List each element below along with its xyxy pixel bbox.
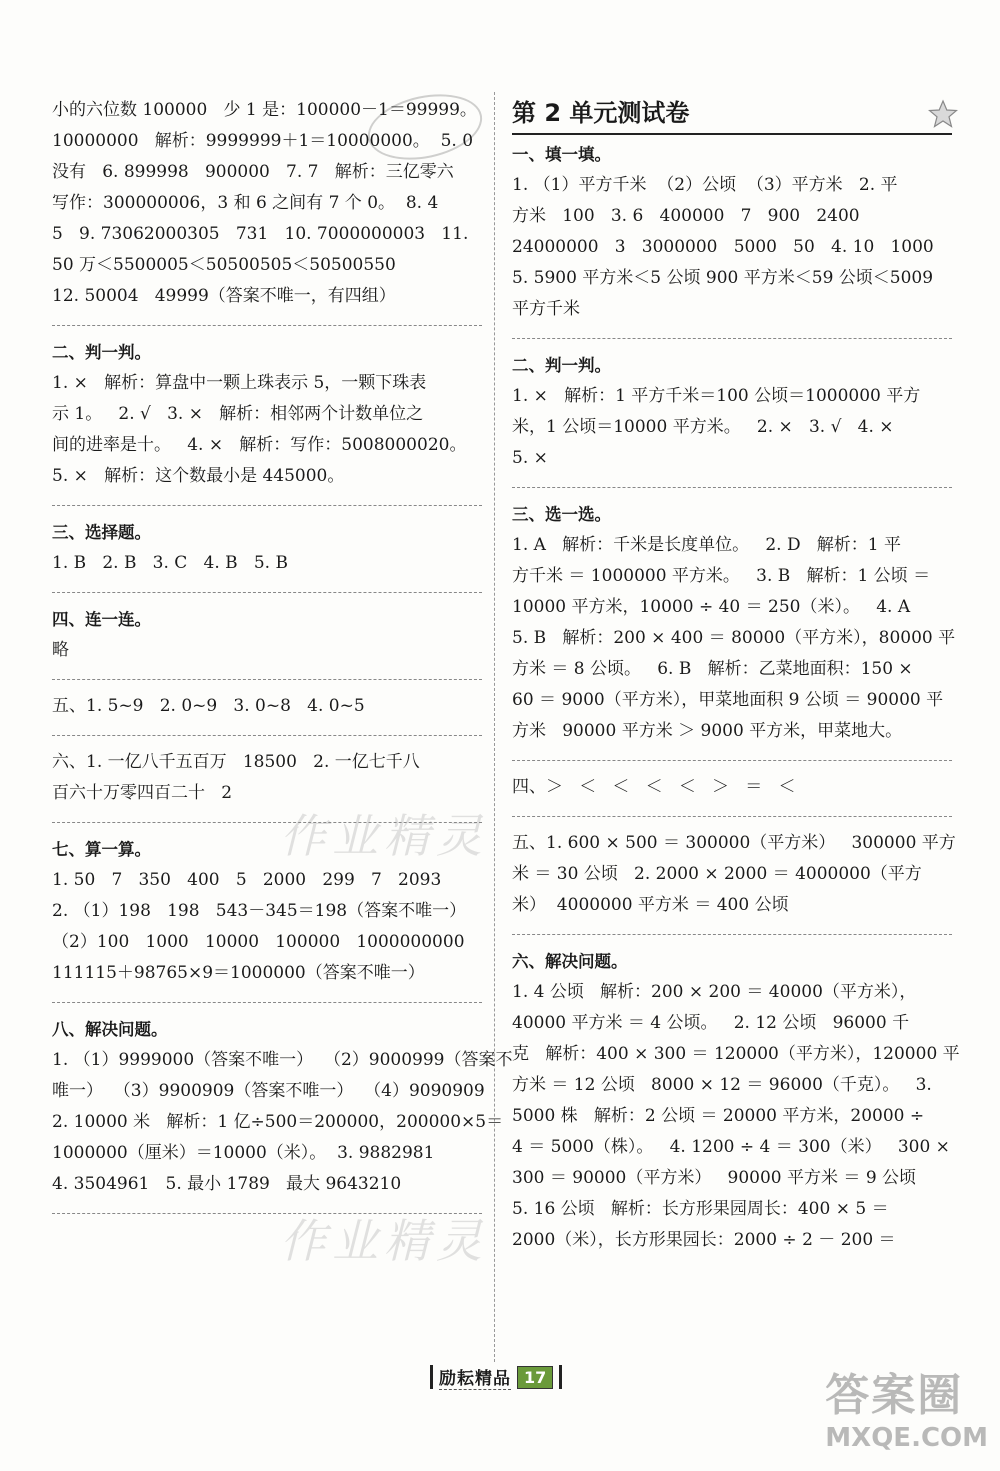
answer-line: 方米 ＝ 12 公顷 8000 × 12 ＝ 96000（千克）。 3. [512, 1075, 932, 1095]
section-heading: 七、算一算。 [52, 840, 151, 859]
answer-line: 平方千米 [512, 299, 580, 319]
answer-line: 小的六位数 100000 少 1 是：100000－1＝99999。 [52, 100, 477, 120]
answer-line: 24000000 3 3000000 5000 50 4. 10 1000 [512, 237, 934, 257]
answer-line: 克 解析：400 × 300 ＝ 120000（平方米），120000 平 [512, 1044, 960, 1064]
answer-line: 12. 50004 49999（答案不唯一，有四组） [52, 286, 396, 306]
answer-line: 方米 90000 平方米 ＞ 9000 平方米，甲菜地大。 [512, 721, 903, 741]
footer-bar [559, 1365, 562, 1389]
footer-brand: 励耘精品 [439, 1364, 511, 1390]
answer-line: 间的进率是十。 4. × 解析：写作：5008000020。 [52, 435, 467, 455]
answer-line: 五、1. 600 × 500 ＝ 300000（平方米） 300000 平方 [512, 833, 956, 853]
unit-test-title-text: 第 2 单元测试卷 [512, 99, 690, 127]
section-heading: 四、连一连。 [52, 610, 151, 629]
answer-line: 10000 平方米，10000 ÷ 40 ＝ 250（米）。 4. A [512, 597, 911, 617]
answer-line: 1. × 解析：1 平方千米＝100 公顷＝1000000 平方 [512, 386, 921, 406]
watermark-text: 作业精灵 [280, 809, 488, 863]
section-divider [512, 487, 952, 488]
section-divider [52, 679, 482, 680]
section-divider [512, 934, 952, 935]
answer-line: 50 万＜5500005＜50500505＜50500550 [52, 255, 396, 275]
answer-line: 5. × [512, 448, 548, 468]
section-heading: 二、判一判。 [512, 356, 611, 375]
right-column [512, 95, 960, 1256]
section-divider [52, 822, 482, 823]
section-divider [52, 505, 482, 506]
column-divider [494, 92, 495, 1362]
section-heading: 二、判一判。 [52, 343, 151, 362]
answer-line: 1000000（厘米）＝10000（米）。 3. 9882981 [52, 1143, 435, 1163]
answer-line: 四、＞ ＜ ＜ ＜ ＜ ＞ ＝ ＜ [512, 777, 796, 797]
answer-line: 方千米 ＝ 1000000 平方米。 3. B 解析：1 公顷 ＝ [512, 566, 931, 586]
corner-watermark-title: 答案圈 [825, 1370, 964, 1421]
section-divider [52, 735, 482, 736]
answer-line: 40000 平方米 ＝ 4 公顷。 2. 12 公顷 96000 千 [512, 1013, 910, 1033]
answer-line: 没有 6. 899998 900000 7. 7 解析：三亿零六 [52, 162, 454, 182]
section-divider [512, 760, 952, 761]
section-heading: 一、填一填。 [512, 145, 611, 164]
answer-line: 1. A 解析：千米是长度单位。 2. D 解析：1 平 [512, 535, 902, 555]
answer-line: 5000 株 解析：2 公顷 ＝ 20000 平方米，20000 ÷ [512, 1106, 925, 1126]
answer-line: 1. 4 公顷 解析：200 × 200 ＝ 40000（平方米）， [512, 982, 917, 1002]
section-divider [52, 325, 482, 326]
answer-block-1 [52, 95, 482, 312]
answer-line: 2. 10000 米 解析：1 亿÷500＝200000，200000×5＝ [52, 1112, 504, 1132]
corner-watermark [825, 1359, 988, 1453]
answer-line: 米，1 公顷＝10000 平方米。 2. × 3. √ 4. × [512, 417, 894, 437]
footer-bar [430, 1365, 433, 1389]
section-divider [52, 1002, 482, 1003]
answer-line: （2）100 1000 10000 100000 1000000000 [52, 932, 465, 952]
left-column [52, 95, 513, 1225]
section-divider [512, 338, 952, 339]
section-heading: 八、解决问题。 [52, 1020, 168, 1039]
answer-line: 4 ＝ 5000（株）。 4. 1200 ÷ 4 ＝ 300（米） 300 × [512, 1137, 950, 1157]
answer-line: 4. 3504961 5. 最小 1789 最大 9643210 [52, 1174, 402, 1194]
answer-line: 写作：300000006，3 和 6 之间有 7 个 0。 8. 4 [52, 193, 439, 213]
answer-line: 方米 100 3. 6 400000 7 900 2400 [512, 206, 860, 226]
star-icon [928, 99, 958, 141]
answer-line: 111115＋98765×9＝1000000（答案不唯一） [52, 963, 425, 983]
section-heading: 三、选一选。 [512, 505, 611, 524]
answer-line: 1. 50 7 350 400 5 2000 299 7 2093 [52, 870, 442, 890]
answer-line: 略 [52, 640, 69, 660]
answer-line: 六、1. 一亿八千五百万 18500 2. 一亿七千八 [52, 752, 420, 772]
answer-line: 5. B 解析：200 × 400 ＝ 80000（平方米），80000 平 [512, 628, 956, 648]
answer-line: 唯一） （3）9900909（答案不唯一） （4）9090909 [52, 1081, 485, 1101]
section-divider [512, 816, 952, 817]
answer-line: 1. （1）9999000（答案不唯一） （2）9000999（答案不 [52, 1050, 513, 1070]
answer-line: 米 ＝ 30 公顷 2. 2000 × 2000 ＝ 4000000（平方 [512, 864, 922, 884]
answer-line: 300 ＝ 90000（平方米） 90000 平方米 ＝ 9 公顷 [512, 1168, 917, 1188]
answer-line: 五、1. 5~9 2. 0~9 3. 0~8 4. 0~5 [52, 696, 365, 716]
section-divider [52, 592, 482, 593]
answer-line: 2. （1）198 198 543－345＝198（答案不唯一） [52, 901, 467, 921]
answer-line: 5. 16 公顷 解析：长方形果园周长：400 × 5 ＝ [512, 1199, 889, 1219]
answer-line: 5. × 解析：这个数最小是 445000。 [52, 466, 345, 486]
section-heading: 三、选择题。 [52, 523, 151, 542]
watermark-text: 作业精灵 [280, 1214, 488, 1268]
answer-line: 1. × 解析：算盘中一颗上珠表示 5，一颗下珠表 [52, 373, 427, 393]
answer-line: 5 9. 73062000305 731 10. 7000000003 11. [52, 224, 469, 244]
section-divider [52, 1213, 482, 1214]
answer-line: 示 1。 2. √ 3. × 解析：相邻两个计数单位之 [52, 404, 424, 424]
page-footer [430, 1362, 562, 1392]
answer-line: 5. 5900 平方米＜5 公顷 900 平方米＜59 公顷＜5009 [512, 268, 934, 288]
answer-line: 2000（米），长方形果园长：2000 ÷ 2 － 200 ＝ [512, 1230, 896, 1250]
answer-line: 60 ＝ 9000（平方米），甲菜地面积 9 公顷 ＝ 90000 平 [512, 690, 944, 710]
answer-line: 方米 ＝ 8 公顷。 6. B 解析：乙菜地面积：150 × [512, 659, 913, 679]
section-heading: 六、解决问题。 [512, 952, 628, 971]
answer-line: 百六十万零四百二十 2 [52, 783, 233, 803]
corner-watermark-url: MXQE.COM [825, 1423, 988, 1453]
answer-line: 1. （1）平方千米 （2）公顷 （3）平方米 2. 平 [512, 175, 898, 195]
answer-line: 1. B 2. B 3. C 4. B 5. B [52, 553, 288, 573]
answer-line: 米） 4000000 平方米 ＝ 400 公顷 [512, 895, 789, 915]
answer-line: 10000000 解析：9999999＋1＝10000000。 5. 0 [52, 131, 474, 151]
unit-test-title [512, 93, 952, 135]
page-number: 17 [517, 1366, 553, 1389]
